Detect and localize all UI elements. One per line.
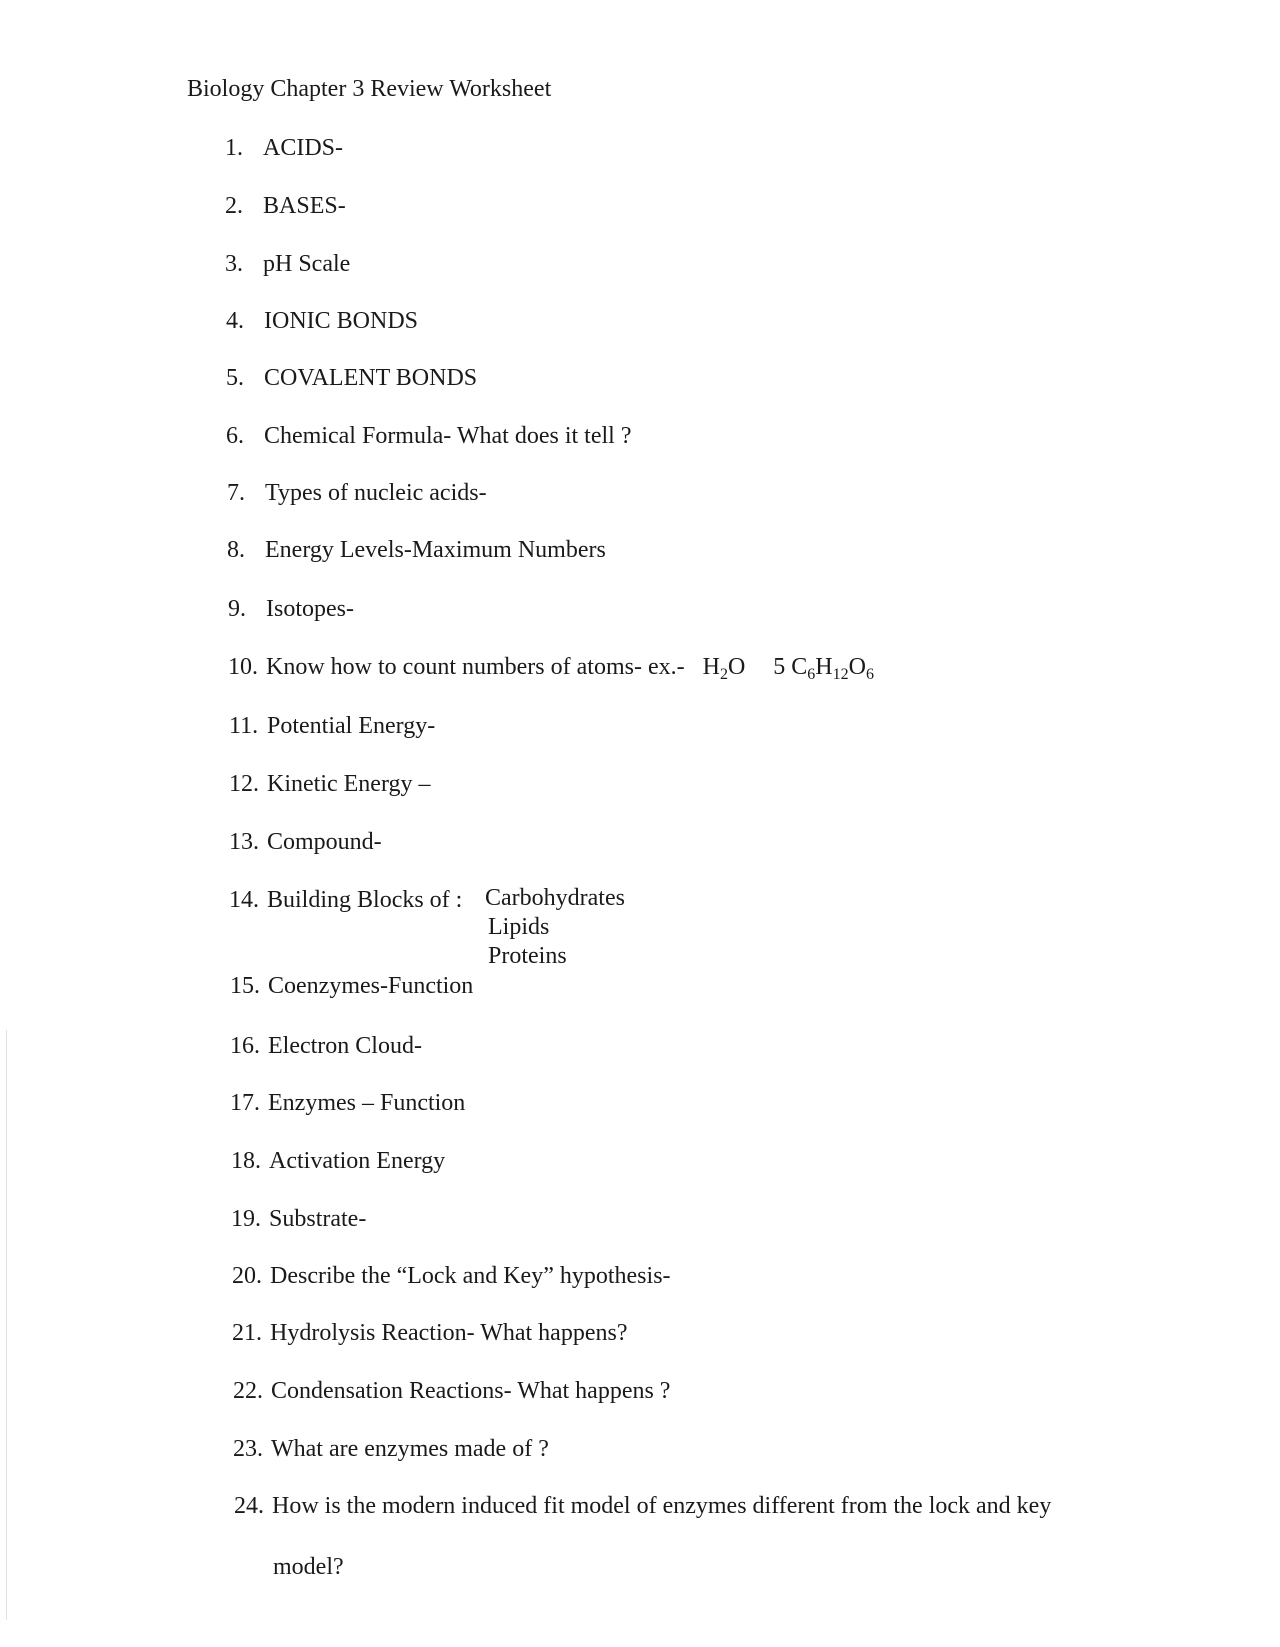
building-block-item: Carbohydrates xyxy=(485,885,625,911)
question-text: Potential Energy- xyxy=(267,713,436,739)
question-number: 17. xyxy=(230,1090,260,1116)
question-number: 13. xyxy=(229,829,259,855)
question-text: BASES- xyxy=(263,193,346,219)
question-23 xyxy=(233,1434,549,1464)
question-text: Building Blocks of : xyxy=(267,887,463,913)
question-4 xyxy=(226,306,418,336)
question-13 xyxy=(229,827,382,857)
question-1 xyxy=(225,133,343,163)
question-number: 12. xyxy=(229,771,259,797)
formula-element: C xyxy=(791,654,808,680)
formula-subscript: 2 xyxy=(719,666,728,683)
question-17 xyxy=(230,1088,465,1118)
question-6 xyxy=(226,421,631,451)
question-text: Substrate- xyxy=(269,1206,367,1232)
question-text: Know how to count numbers of atoms- ex.- xyxy=(266,654,685,680)
formula-coefficient: 5 xyxy=(773,654,786,680)
question-text: Isotopes- xyxy=(266,596,354,622)
question-10 xyxy=(228,652,874,682)
water-formula xyxy=(703,652,746,682)
question-number: 22. xyxy=(233,1378,263,1404)
question-14 xyxy=(229,885,462,915)
question-number: 19. xyxy=(231,1206,261,1232)
question-18 xyxy=(231,1146,445,1176)
question-text: Activation Energy xyxy=(269,1148,446,1174)
question-text: How is the modern induced fit model of enzymes different from the lock and key xyxy=(272,1493,1052,1519)
question-text: COVALENT BONDS xyxy=(264,365,478,391)
formula-element: O xyxy=(848,654,866,680)
question-number: 18. xyxy=(231,1148,261,1174)
question-text: Chemical Formula- What does it tell ? xyxy=(264,423,632,449)
question-text: IONIC BONDS xyxy=(264,308,419,334)
question-number: 14. xyxy=(229,887,259,913)
question-20 xyxy=(232,1261,671,1291)
question-number: 9. xyxy=(228,596,246,622)
question-text: Compound- xyxy=(267,829,382,855)
question-24 xyxy=(234,1491,1051,1521)
question-number: 4. xyxy=(226,308,244,334)
question-number: 10. xyxy=(228,654,258,680)
question-text: Enzymes – Function xyxy=(268,1090,466,1116)
question-text: What are enzymes made of ? xyxy=(271,1436,549,1462)
question-11 xyxy=(229,711,435,741)
question-number: 11. xyxy=(229,713,259,739)
question-number: 8. xyxy=(227,537,245,563)
formula-element: H xyxy=(815,654,833,680)
glucose-formula xyxy=(773,652,874,682)
scan-edge-line xyxy=(6,1030,7,1620)
worksheet-title: Biology Chapter 3 Review Worksheet xyxy=(187,76,552,102)
question-text: Electron Cloud- xyxy=(268,1033,422,1059)
question-text: Describe the “Lock and Key” hypothesis- xyxy=(270,1263,671,1289)
question-24-continuation: model? xyxy=(273,1554,344,1580)
question-text: pH Scale xyxy=(263,251,351,277)
formula-element: O xyxy=(727,654,746,680)
question-22 xyxy=(233,1376,670,1406)
question-text: Types of nucleic acids- xyxy=(265,480,487,506)
question-2 xyxy=(225,191,346,221)
question-number: 24. xyxy=(234,1493,264,1519)
question-8 xyxy=(227,535,606,565)
question-number: 15. xyxy=(230,973,260,999)
question-text: Kinetic Energy – xyxy=(267,771,431,797)
question-number: 20. xyxy=(232,1263,262,1289)
building-blocks-list xyxy=(485,884,625,971)
question-number: 23. xyxy=(233,1436,263,1462)
question-number: 21. xyxy=(232,1320,262,1346)
question-12 xyxy=(229,769,431,799)
question-16 xyxy=(230,1031,422,1061)
question-21 xyxy=(232,1318,627,1348)
question-3 xyxy=(225,249,350,279)
question-15 xyxy=(230,971,473,1001)
question-number: 16. xyxy=(230,1033,260,1059)
question-text: Condensation Reactions- What happens ? xyxy=(271,1378,671,1404)
question-text: Energy Levels-Maximum Numbers xyxy=(265,537,606,563)
formula-element: H xyxy=(702,654,720,680)
question-number: 5. xyxy=(226,365,244,391)
question-number: 7. xyxy=(227,480,245,506)
question-number: 1. xyxy=(225,135,243,161)
question-9 xyxy=(228,594,354,624)
formula-subscript: 12 xyxy=(832,666,849,683)
question-text: Coenzymes-Function xyxy=(268,973,474,999)
question-text: ACIDS- xyxy=(263,135,344,161)
question-number: 2. xyxy=(225,193,243,219)
question-number: 3. xyxy=(225,251,243,277)
formula-subscript: 6 xyxy=(807,666,816,683)
question-number: 6. xyxy=(226,423,244,449)
building-block-item: Proteins xyxy=(488,943,567,969)
question-5 xyxy=(226,363,477,393)
formula-subscript: 6 xyxy=(865,666,874,683)
question-19 xyxy=(231,1204,366,1234)
question-text: Hydrolysis Reaction- What happens? xyxy=(270,1320,628,1346)
question-7 xyxy=(227,478,487,508)
building-block-item: Lipids xyxy=(488,914,550,940)
